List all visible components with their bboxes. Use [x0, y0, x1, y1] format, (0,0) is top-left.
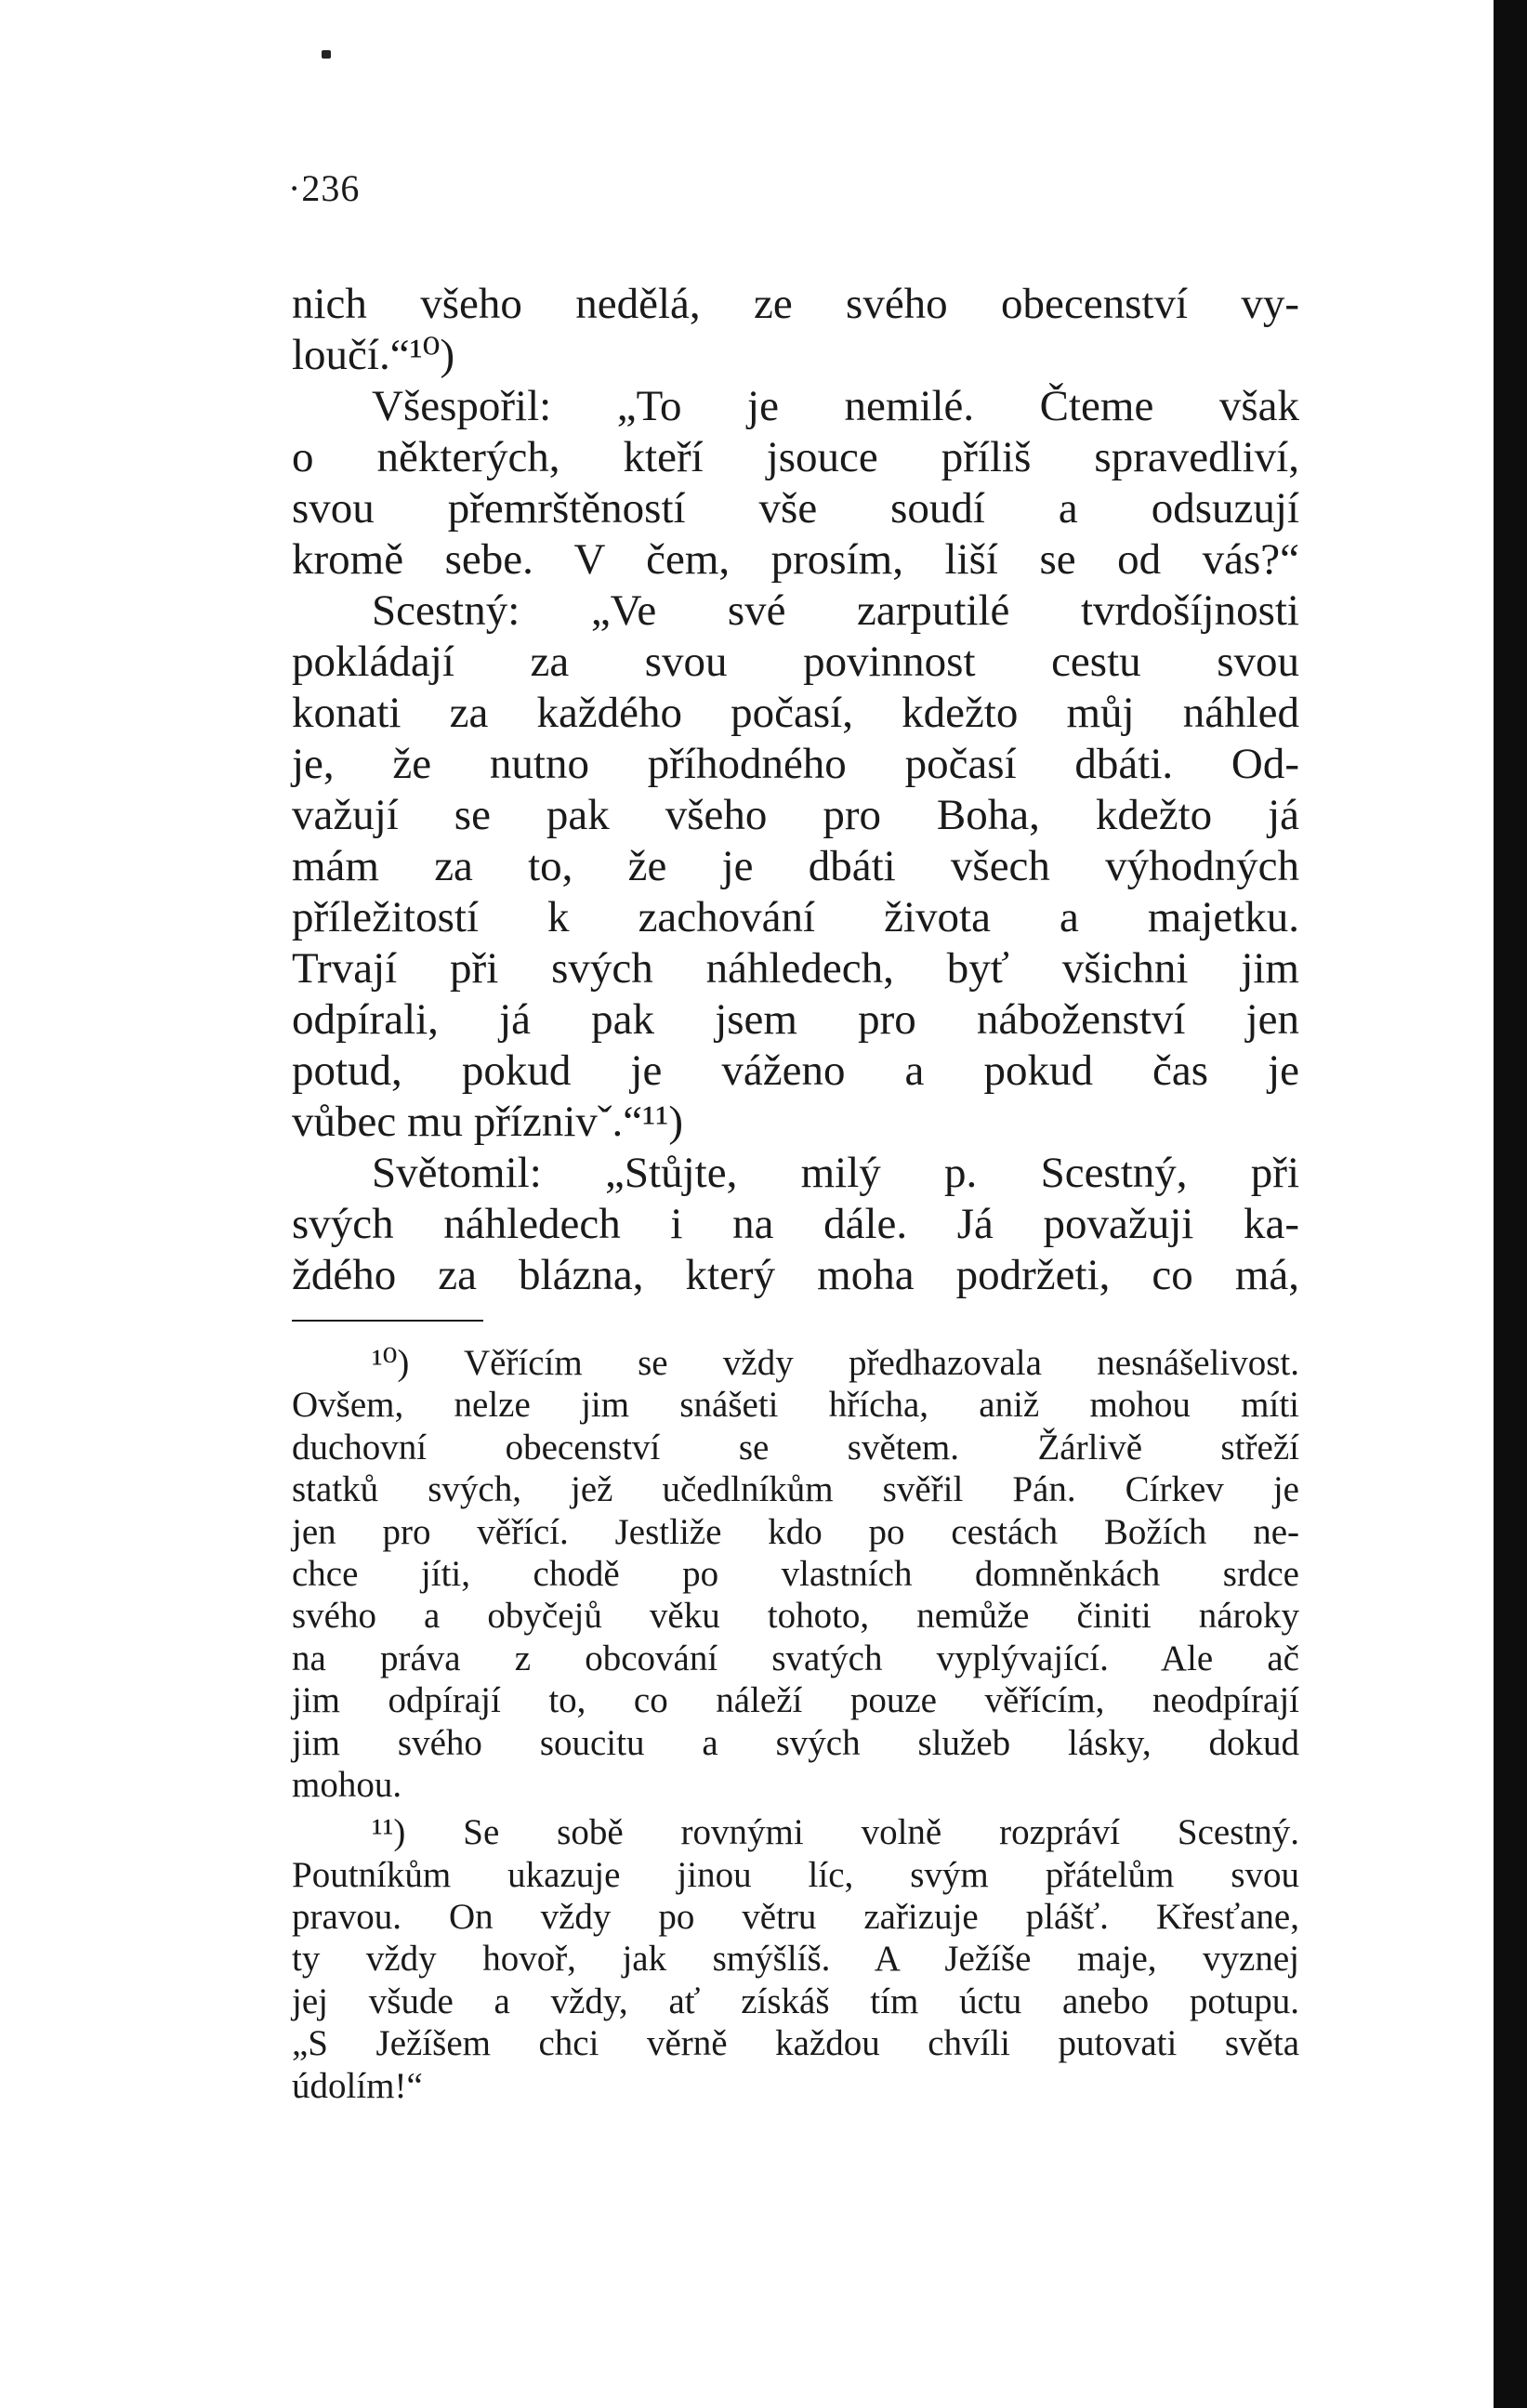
- footnote-line: ¹⁰) Věřícím se vždy předhazovala nesnášelivost.: [372, 1343, 1299, 1383]
- footnote-line: Ovšem, nelze jim snášeti hřícha, aniž mohou míti: [292, 1385, 1299, 1426]
- text-line: kromě sebe. V čem, prosím, liší se od vás?“: [292, 535, 1299, 584]
- footnote-line: mohou.: [292, 1764, 402, 1805]
- text-line: loučí.“¹⁰): [292, 331, 455, 379]
- footnote-line: jen pro věřící. Jestliže kdo po cestách Božích ne-: [292, 1511, 1299, 1552]
- text-line: ždého za blázna, který moha podržeti, co má,: [292, 1251, 1299, 1299]
- footnote-line: duchovní obecenství se světem. Žárlivě střeží: [292, 1427, 1299, 1467]
- footnote-line: jej všude a vždy, ať získáš tím úctu anebo potupu.: [292, 1980, 1299, 2021]
- text-line: vůbec mu příznivˇ.“¹¹): [292, 1098, 684, 1146]
- text-line: odpírali, já pak jsem pro náboženství jen: [292, 995, 1299, 1044]
- text-line: o některých, kteří jsouce příliš spravedliví,: [292, 433, 1299, 481]
- text-line: svou přemrštěností vše soudí a odsuzují: [292, 484, 1299, 533]
- text-line: Světomil: „Stůjte, milý p. Scestný, při: [372, 1149, 1299, 1197]
- footnote-divider: [292, 1320, 483, 1322]
- text-line: nich všeho nedělá, ze svého obecenství vy-: [292, 280, 1299, 328]
- footnote-line: údolím!“: [292, 2065, 423, 2106]
- text-line: mám za to, že je dbáti všech výhodných: [292, 842, 1299, 890]
- footnote-line: jim odpírají to, co náleží pouze věřícím, neodpírají: [292, 1680, 1299, 1721]
- page-edge-border: [1494, 0, 1527, 2408]
- footnote-line: ¹¹) Se sobě rovnými volně rozpráví Scestný.: [372, 1812, 1299, 1853]
- footnote-line: jim svého soucitu a svých služeb lásky, dokud: [292, 1722, 1299, 1763]
- text-line: pokládají za svou povinnost cestu svou: [292, 638, 1299, 686]
- text-line: svých náhledech i na dále. Já považuji ka-: [292, 1200, 1299, 1248]
- footnote-line: pravou. On vždy po větru zařizuje plášť. Křesťane,: [292, 1897, 1299, 1938]
- print-speck: [322, 50, 331, 59]
- footnote-line: na práva z obcování svatých vyplývající. Ale ač: [292, 1638, 1299, 1678]
- footnote-line: statků svých, jež učedlníkům svěřil Pán. Církev je: [292, 1469, 1299, 1510]
- text-line: Všespořil: „To je nemilé. Čteme však: [372, 382, 1299, 430]
- main-text: [292, 279, 1299, 1301]
- text-line: je, že nutno příhodného počasí dbáti. Od-: [292, 740, 1299, 788]
- footnote-line: „S Ježíšem chci věrně každou chvíli putovati světa: [292, 2023, 1299, 2064]
- footnote-line: chce jíti, chodě po vlastních domněnkách srdce: [292, 1553, 1299, 1594]
- footnotes: [292, 1342, 1299, 2107]
- footnote-line: Poutníkům ukazuje jinou líc, svým přátelům svou: [292, 1854, 1299, 1895]
- text-line: příležitostí k zachování života a majetku.: [292, 893, 1299, 941]
- text-column: [292, 279, 1299, 2107]
- text-line: potud, pokud je váženo a pokud čas je: [292, 1046, 1299, 1095]
- text-line: Trvají při svých náhledech, byť všichni jim: [292, 944, 1299, 993]
- text-line: konati za každého počasí, kdežto můj náhled: [292, 689, 1299, 737]
- footnote-line: ty vždy hovoř, jak smýšlíš. A Ježíše maje, vyznej: [292, 1939, 1299, 1980]
- text-line: važují se pak všeho pro Boha, kdežto já: [292, 791, 1299, 839]
- footnote-10: [292, 1342, 1299, 1806]
- footnote-11: [292, 1811, 1299, 2107]
- footnote-line: svého a obyčejů věku tohoto, nemůže činiti nároky: [292, 1596, 1299, 1637]
- text-line: Scestný: „Ve své zarputilé tvrdošíjnosti: [372, 586, 1299, 635]
- page-number: ·236: [288, 167, 361, 209]
